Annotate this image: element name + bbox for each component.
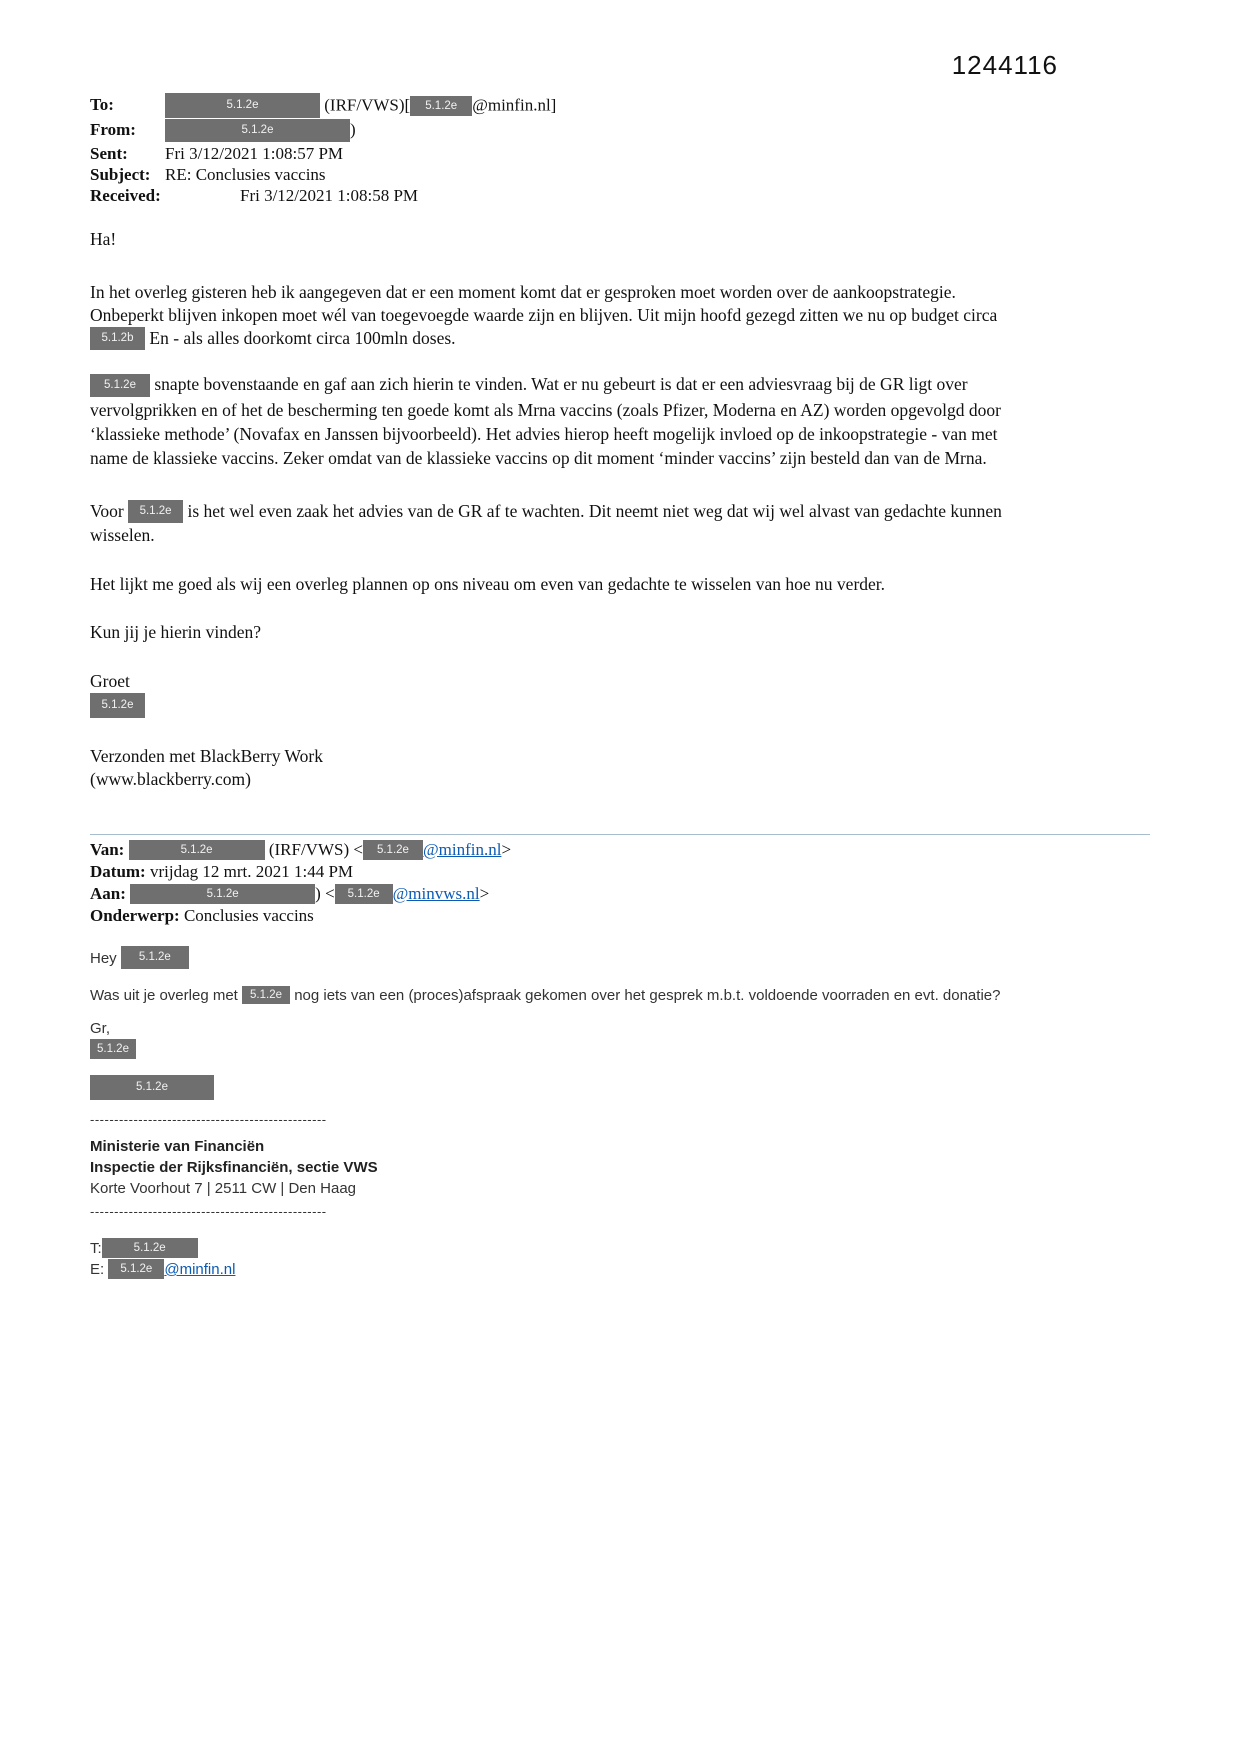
van-text-end: > xyxy=(501,839,512,859)
from-text-end: ) xyxy=(350,120,356,139)
quoted-closing-redaction xyxy=(90,1039,1030,1060)
to-text-end: @minfin.nl] xyxy=(472,95,557,115)
redaction-box: 5.1.2e xyxy=(90,693,145,718)
subject-label: Subject: xyxy=(90,164,151,184)
redaction-box: 5.1.2e xyxy=(410,96,472,116)
redaction-box: 5.1.2e xyxy=(363,840,423,860)
quoted-greeting xyxy=(90,947,1030,971)
redaction-box: 5.1.2e xyxy=(165,93,320,118)
signature-org: Ministerie van Financiën xyxy=(90,1137,265,1155)
redaction-box: 5.1.2e xyxy=(90,374,150,397)
redaction-box: 5.1.2e xyxy=(129,840,265,860)
van-label: Van: xyxy=(90,839,125,859)
signature-email-link[interactable]: @minfin.nl xyxy=(164,1260,236,1278)
quoted-question-text: nog iets van een (proces)afspraak gekomen over het gesprek m.b.t. voldoende voorraden en evt. donatie? xyxy=(294,986,1001,1004)
signature-divider-top: ------------------------------------------------- xyxy=(90,1111,327,1127)
redaction-box: 5.1.2e xyxy=(121,946,189,969)
redaction-box: 5.1.2e xyxy=(165,119,350,142)
aan-label: Aan: xyxy=(90,883,126,903)
subject-value: RE: Conclusies vaccins xyxy=(165,164,326,184)
header-row-subject xyxy=(90,164,1241,185)
header-row-sent xyxy=(90,143,1241,164)
minvws-email-link[interactable]: @minvws.nl xyxy=(392,883,480,903)
quoted-message-divider xyxy=(90,834,1150,835)
blackberry-line-2: (www.blackberry.com) xyxy=(90,768,251,789)
header-row-received xyxy=(90,185,1241,206)
paragraph-adviesvraag-text: snapte bovenstaande en gaf aan zich hierin te vinden. Wat er nu gebeurt is dat er een adviesvraag bij de GR ligt over vervolgprikken en of het de bescherming ten goede komt als Mrna vaccins (zoals Pfizer, Moderna en AZ) worden opgevolgd door ‘klassieke methode’ (Novafax en Janssen bijvoorbeeld). Het advies hierop heeft mogelijk invloed op de inkoopstrategie - van met name de klassieke vaccins. Zeker omdat van de klassieke vaccins op dit moment ‘minder vaccins’ zijn besteld dan van de Mrna. xyxy=(90,374,1001,468)
sent-value: Fri 3/12/2021 1:08:57 PM xyxy=(165,143,344,163)
received-label: Received: xyxy=(90,185,161,205)
redaction-box: 5.1.2e xyxy=(90,1075,214,1100)
header-row-to xyxy=(90,94,1241,119)
quoted-row-van xyxy=(90,839,1241,861)
paragraph-overleg: Het lijkt me goed als wij een overleg plannen op ons niveau om even van gedachte te wisselen van hoe nu verder. xyxy=(90,574,886,595)
paragraph-budget xyxy=(90,281,1025,351)
sent-label: Sent: xyxy=(90,143,128,163)
quoted-closing: Gr, xyxy=(90,1019,111,1037)
signature-phone xyxy=(90,1238,1241,1259)
datum-label: Datum: xyxy=(90,861,146,881)
redaction-box: 5.1.2e xyxy=(242,986,290,1004)
redaction-box: 5.1.2e xyxy=(128,500,183,523)
van-text-mid: (IRF/VWS) < xyxy=(268,839,363,859)
document-number: 1244116 xyxy=(951,50,1058,80)
to-text-mid: (IRF/VWS)[ xyxy=(324,95,411,115)
minfin-email-link[interactable]: @minfin.nl xyxy=(422,839,502,859)
paragraph-budget-text: In het overleg gisteren heb ik aangegeven dat er een moment komt dat er gesproken moet worden over de aankoopstrategie. Onbeperkt blijven inkopen moet wél van toegevoegde waarde zijn en blijven. Uit mijn hoofd gezegd zitten we nu op budget circa xyxy=(90,281,998,325)
from-label: From: xyxy=(90,120,136,139)
quoted-row-aan xyxy=(90,883,1241,905)
from-value xyxy=(165,119,356,143)
quoted-row-datum xyxy=(90,861,1241,883)
paragraph-gr-advies-text: is het wel even zaak het advies van de GR af te wachten. Dit neemt niet weg dat wij wel alvast van gedachte kunnen wisselen. xyxy=(90,500,1002,546)
blackberry-line-1: Verzonden met BlackBerry Work xyxy=(90,745,323,766)
quoted-greeting-text: Hey xyxy=(90,949,117,967)
quoted-question-pre: Was uit je overleg met xyxy=(90,986,238,1004)
greeting: Ha! xyxy=(90,228,117,249)
datum-value: vrijdag 12 mrt. 2021 1:44 PM xyxy=(149,861,354,881)
redaction-box: 5.1.2b xyxy=(90,327,145,350)
paragraph-budget-text-2: En - als alles doorkomt circa 100mln doses. xyxy=(149,327,456,348)
paragraph-gr-advies-pre: Voor xyxy=(90,500,124,521)
email-body xyxy=(90,228,1025,791)
redaction-box: 5.1.2e xyxy=(130,884,315,904)
signature-name-redaction xyxy=(90,1076,1241,1101)
closing: Groet xyxy=(90,671,130,692)
email-label: E: xyxy=(90,1260,105,1278)
closing-signature-redaction xyxy=(90,693,1025,718)
quoted-email-body xyxy=(90,947,1030,1060)
quoted-email-header xyxy=(90,839,1241,927)
aan-text-end: > xyxy=(479,883,490,903)
redaction-box: 5.1.2e xyxy=(108,1259,164,1279)
signature-divider-bottom: ------------------------------------------------- xyxy=(90,1203,327,1219)
quoted-row-onderwerp xyxy=(90,905,1241,927)
signature-block xyxy=(90,1076,1241,1280)
aan-text-mid: ) < xyxy=(315,883,335,903)
onderwerp-label: Onderwerp: xyxy=(90,905,180,925)
quoted-question xyxy=(90,985,1030,1006)
paragraph-vraag: Kun jij je hierin vinden? xyxy=(90,622,262,643)
signature-dept: Inspectie der Rijksfinanciën, sectie VWS xyxy=(90,1158,378,1176)
signature-email xyxy=(90,1259,1241,1280)
to-label: To: xyxy=(90,95,114,114)
email-header xyxy=(90,94,1241,206)
to-value xyxy=(165,94,556,119)
redaction-box: 5.1.2e xyxy=(102,1238,198,1258)
paragraph-gr-advies xyxy=(90,500,1025,547)
received-value: Fri 3/12/2021 1:08:58 PM xyxy=(240,185,419,205)
header-row-from xyxy=(90,119,1241,143)
redaction-box: 5.1.2e xyxy=(335,884,393,904)
paragraph-adviesvraag xyxy=(90,372,1025,469)
signature-address: Korte Voorhout 7 | 2511 CW | Den Haag xyxy=(90,1179,357,1197)
phone-label: T: xyxy=(90,1239,102,1257)
redaction-box: 5.1.2e xyxy=(90,1039,136,1059)
onderwerp-value: Conclusies vaccins xyxy=(183,905,314,925)
